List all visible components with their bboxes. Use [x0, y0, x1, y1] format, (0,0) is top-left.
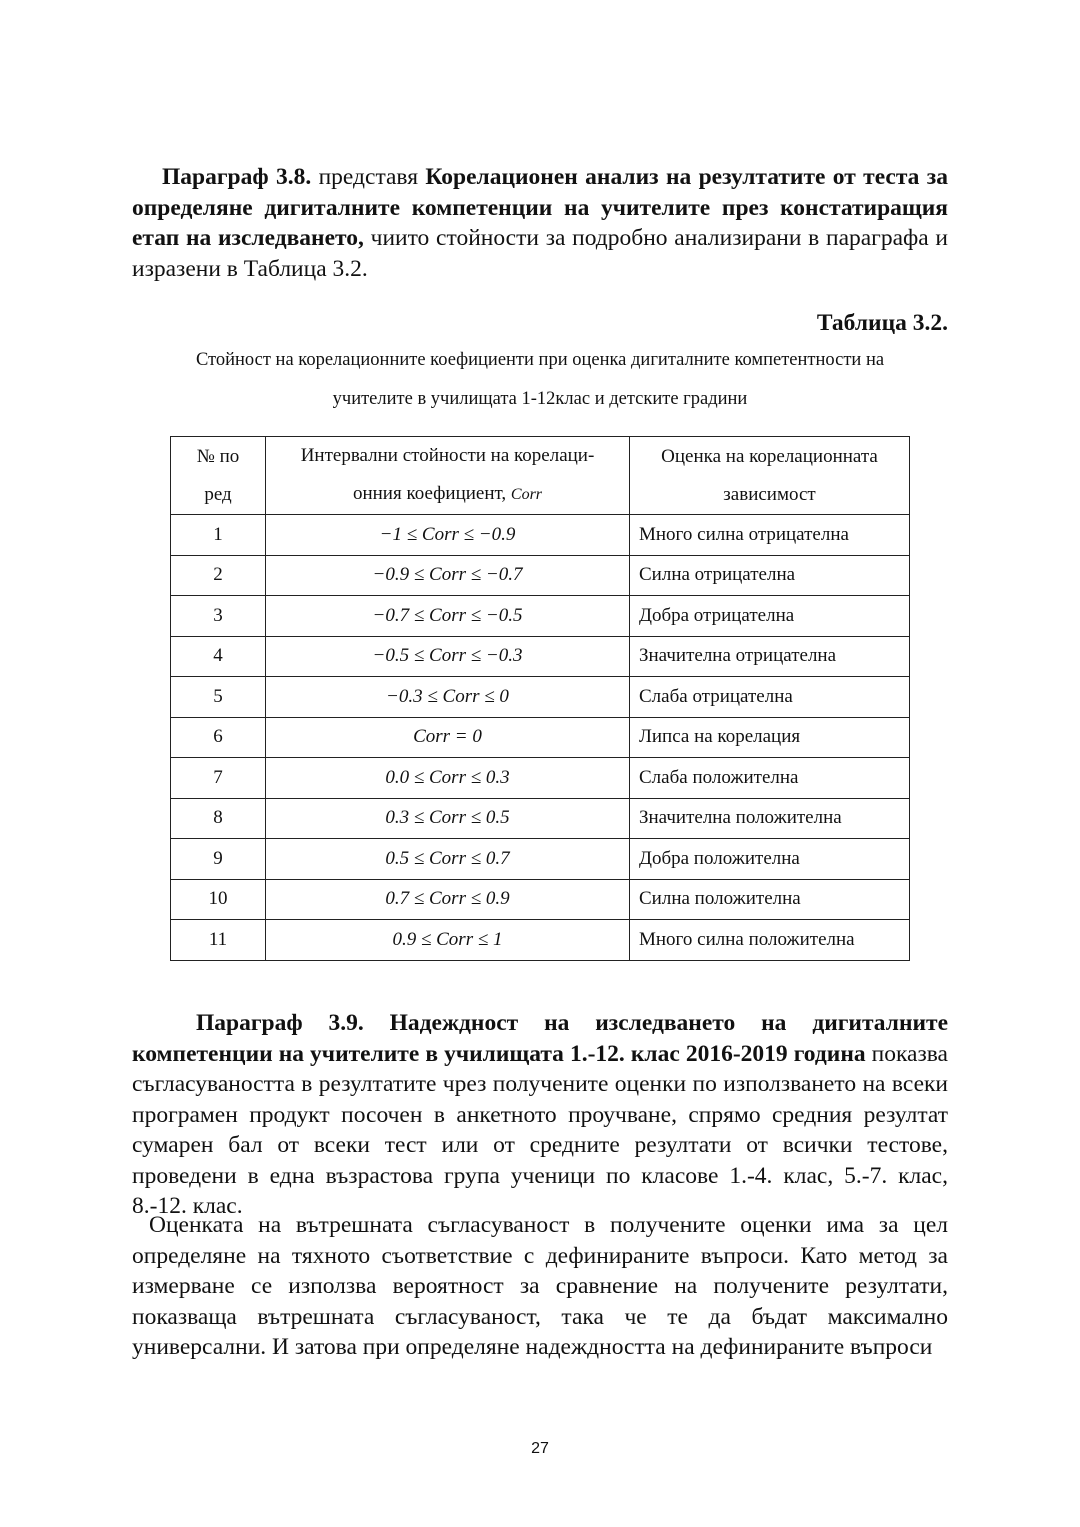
paragraph-3-9-heading: Параграф 3.9. Надеждност на изследването на дигиталните компетенции на учителите в училищата 1.-12. клас 2016-2019 година	[132, 1010, 948, 1067]
header-row-number	[171, 437, 266, 515]
assessment-cell: Добра отрицателна	[630, 596, 910, 637]
paragraph-3-9	[132, 1008, 948, 1222]
assessment-cell: Силна положителна	[630, 879, 910, 920]
paragraph-3-8-text2: чиито стойности за подробно анализирани в параграфа и изразени в Таблица 3.2.	[132, 225, 948, 282]
assessment-cell: Много силна отрицателна	[630, 515, 910, 556]
table-caption-line2: учителите в училищата 1-12клас и детските градини	[332, 389, 748, 409]
header-assessment	[630, 437, 910, 515]
correlation-table	[170, 436, 910, 961]
header-assessment-line2: зависимост	[723, 483, 816, 505]
interval-cell: 0.9 ≤ Corr ≤ 1	[266, 920, 630, 961]
row-number-cell: 8	[171, 798, 266, 839]
interval-cell: −0.9 ≤ Corr ≤ −0.7	[266, 555, 630, 596]
table-row	[171, 717, 910, 758]
assessment-cell: Значителна отрицателна	[630, 636, 910, 677]
row-number-cell: 4	[171, 636, 266, 677]
assessment-cell: Слаба отрицателна	[630, 677, 910, 718]
interval-cell: −1 ≤ Corr ≤ −0.9	[266, 515, 630, 556]
table-row	[171, 555, 910, 596]
table-row	[171, 677, 910, 718]
paragraph-3-8-heading: Параграф 3.8.	[162, 164, 312, 190]
header-row-number-line2: ред	[204, 483, 232, 505]
header-row-number-line1: № по	[196, 445, 240, 467]
table-row	[171, 636, 910, 677]
paragraph-3-9-text: показва съгласуваността в резултатите чрез получените оценки по използването на всеки програмен продукт посочен в анкетното проучване, спрямо средния резултат сумарен бал от всеки тест или от средните резултати от всички тестове, проведени в една възрастова група ученици по класове 1.-4. клас, 5.-7. клас, 8.-12. клас.	[132, 1040, 948, 1219]
row-number-cell: 3	[171, 596, 266, 637]
interval-cell: 0.5 ≤ Corr ≤ 0.7	[266, 839, 630, 880]
page-number: 27	[531, 1440, 549, 1457]
paragraph-3-8-text1: представя	[311, 164, 426, 190]
interval-cell: −0.5 ≤ Corr ≤ −0.3	[266, 636, 630, 677]
row-number-cell: 11	[171, 920, 266, 961]
table-caption-line1: Стойност на корелационните коефициенти при оценка дигиталните компетентности на	[195, 350, 885, 370]
header-assessment-line1: Оценка на корелационната	[661, 445, 878, 467]
row-number-cell: 10	[171, 879, 266, 920]
assessment-cell: Слаба положителна	[630, 758, 910, 799]
table-row	[171, 798, 910, 839]
paragraph-3-8-title: Корелационен анализ на резултатите от теста за определяне дигиталните компетенции на учителите през констатиращия етап на изследването,	[132, 164, 948, 251]
row-number-cell: 5	[171, 677, 266, 718]
row-number-cell: 1	[171, 515, 266, 556]
row-number-cell: 6	[171, 717, 266, 758]
table-body	[171, 515, 910, 961]
row-number-cell: 7	[171, 758, 266, 799]
header-interval-line1: Интервални стойности на корелаци-	[300, 445, 595, 466]
assessment-cell: Значителна положителна	[630, 798, 910, 839]
table-row	[171, 758, 910, 799]
assessment-cell: Добра положителна	[630, 839, 910, 880]
table-row	[171, 596, 910, 637]
table-row	[171, 920, 910, 961]
table-number: Таблица 3.2.	[816, 310, 948, 336]
table-row	[171, 839, 910, 880]
interval-cell: −0.3 ≤ Corr ≤ 0	[266, 677, 630, 718]
header-corr-symbol: Corr	[510, 486, 543, 503]
table-header-row	[171, 437, 910, 515]
header-interval-line2: онния коефициент,	[352, 483, 507, 504]
row-number-cell: 9	[171, 839, 266, 880]
paragraph-3-8	[132, 162, 948, 284]
assessment-cell: Силна отрицателна	[630, 555, 910, 596]
table-row	[171, 879, 910, 920]
header-interval	[266, 437, 630, 515]
table-row	[171, 515, 910, 556]
interval-cell: 0.0 ≤ Corr ≤ 0.3	[266, 758, 630, 799]
interval-cell: 0.3 ≤ Corr ≤ 0.5	[266, 798, 630, 839]
interval-cell: 0.7 ≤ Corr ≤ 0.9	[266, 879, 630, 920]
row-number-cell: 2	[171, 555, 266, 596]
assessment-cell: Много силна положителна	[630, 920, 910, 961]
assessment-cell: Липса на корелация	[630, 717, 910, 758]
interval-cell: Corr = 0	[266, 717, 630, 758]
paragraph-internal-consistency: Оценката на вътрешната съгласуваност в получените оценки има за цел определяне на тяхното съответствие с дефинираните въпроси. Като метод за измерване се използва вероятност за сравнение на получените резултати, показваща вътрешната съгласуваност, така че те да бъдат максимално универсални. И затова при определяне надеждността на дефинираните въпроси	[132, 1212, 948, 1360]
interval-cell: −0.7 ≤ Corr ≤ −0.5	[266, 596, 630, 637]
